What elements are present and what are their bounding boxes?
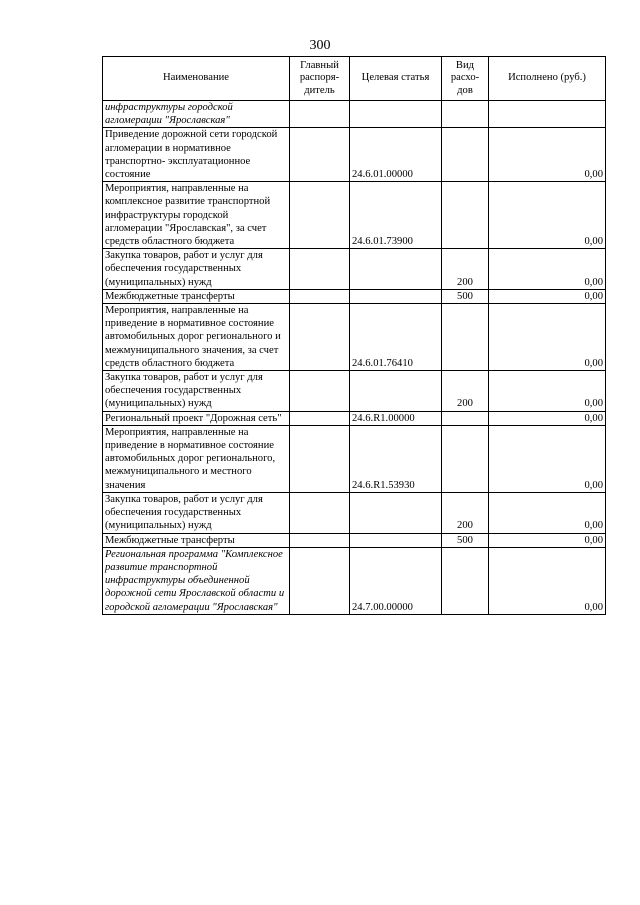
row-manager-cell: [290, 182, 350, 249]
table-row: [103, 547, 606, 614]
header-done: Исполнено (руб.): [489, 57, 606, 101]
table-row: [103, 425, 606, 492]
table-body: [103, 101, 606, 615]
row-done-cell: 0,00: [489, 249, 606, 290]
row-target-cell: 24.6.01.73900: [350, 182, 442, 249]
row-target-cell: [350, 492, 442, 533]
row-target-cell: [350, 101, 442, 128]
row-kind-cell: [442, 547, 489, 614]
row-done-cell: 0,00: [489, 304, 606, 371]
header-kind: Вид расхо- дов: [442, 57, 489, 101]
row-name-cell: Межбюджетные трансферты: [103, 289, 290, 303]
row-name-cell: Закупка товаров, работ и услуг для обеспечения государственных (муниципальных) нужд: [103, 371, 290, 412]
row-done-cell: 0,00: [489, 289, 606, 303]
row-kind-cell: 200: [442, 492, 489, 533]
header-name: Наименование: [103, 57, 290, 101]
row-name-cell: Мероприятия, направленные на приведение в нормативное состояние автомобильных дорог регионального и межмуниципального значения, за счет средств областного бюджета: [103, 304, 290, 371]
row-manager-cell: [290, 289, 350, 303]
row-target-cell: [350, 533, 442, 547]
table-row: [103, 371, 606, 412]
row-done-cell: 0,00: [489, 425, 606, 492]
row-done-cell: 0,00: [489, 371, 606, 412]
row-done-cell: 0,00: [489, 533, 606, 547]
row-kind-cell: 200: [442, 249, 489, 290]
row-target-cell: [350, 249, 442, 290]
table-row: [103, 304, 606, 371]
row-kind-cell: [442, 425, 489, 492]
row-manager-cell: [290, 425, 350, 492]
row-manager-cell: [290, 101, 350, 128]
table-row: [103, 249, 606, 290]
row-done-cell: 0,00: [489, 182, 606, 249]
row-name-cell: Закупка товаров, работ и услуг для обеспечения государственных (муниципальных) нужд: [103, 249, 290, 290]
row-manager-cell: [290, 492, 350, 533]
row-name-cell: Региональный проект "Дорожная сеть": [103, 411, 290, 425]
row-target-cell: 24.6.01.76410: [350, 304, 442, 371]
row-name-cell: Мероприятия, направленные на комплексное развитие транспортной инфраструктуры городской агломерации "Ярославская", за счет средств областного бюджета: [103, 182, 290, 249]
table-row: [103, 533, 606, 547]
budget-table: [102, 56, 606, 615]
row-manager-cell: [290, 304, 350, 371]
row-kind-cell: [442, 101, 489, 128]
row-target-cell: 24.6.R1.00000: [350, 411, 442, 425]
row-name-cell: Приведение дорожной сети городской агломерации в нормативное транспортно- эксплуатационное состояние: [103, 128, 290, 182]
row-manager-cell: [290, 249, 350, 290]
header-manager: Главный распоря- дитель: [290, 57, 350, 101]
row-done-cell: 0,00: [489, 547, 606, 614]
row-kind-cell: 500: [442, 289, 489, 303]
row-kind-cell: [442, 182, 489, 249]
row-name-cell: инфраструктуры городской агломерации "Ярославская": [103, 101, 290, 128]
row-name-cell: Мероприятия, направленные на приведение в нормативное состояние автомобильных дорог регионального, межмуниципального и местного значения: [103, 425, 290, 492]
row-done-cell: 0,00: [489, 128, 606, 182]
table-row: [103, 289, 606, 303]
table-header-row: [103, 57, 606, 101]
row-manager-cell: [290, 411, 350, 425]
row-manager-cell: [290, 371, 350, 412]
row-target-cell: [350, 371, 442, 412]
table-row: [103, 411, 606, 425]
row-name-cell: Закупка товаров, работ и услуг для обеспечения государственных (муниципальных) нужд: [103, 492, 290, 533]
header-target: Целевая статья: [350, 57, 442, 101]
row-done-cell: [489, 101, 606, 128]
table-row: [103, 128, 606, 182]
page-number: 300: [309, 38, 331, 53]
row-kind-cell: 200: [442, 371, 489, 412]
row-target-cell: 24.6.R1.53930: [350, 425, 442, 492]
row-kind-cell: [442, 411, 489, 425]
row-done-cell: 0,00: [489, 492, 606, 533]
row-name-cell: Региональная программа "Комплексное развитие транспортной инфраструктуры объединенной дорожной сети Ярославской области и городской агломерации "Ярославская": [103, 547, 290, 614]
row-name-cell: Межбюджетные трансферты: [103, 533, 290, 547]
table-row: [103, 101, 606, 128]
row-kind-cell: [442, 128, 489, 182]
row-manager-cell: [290, 533, 350, 547]
row-target-cell: [350, 289, 442, 303]
table-row: [103, 492, 606, 533]
row-done-cell: 0,00: [489, 411, 606, 425]
row-manager-cell: [290, 547, 350, 614]
row-kind-cell: 500: [442, 533, 489, 547]
row-kind-cell: [442, 304, 489, 371]
table-row: [103, 182, 606, 249]
row-manager-cell: [290, 128, 350, 182]
row-target-cell: 24.7.00.00000: [350, 547, 442, 614]
row-target-cell: 24.6.01.00000: [350, 128, 442, 182]
